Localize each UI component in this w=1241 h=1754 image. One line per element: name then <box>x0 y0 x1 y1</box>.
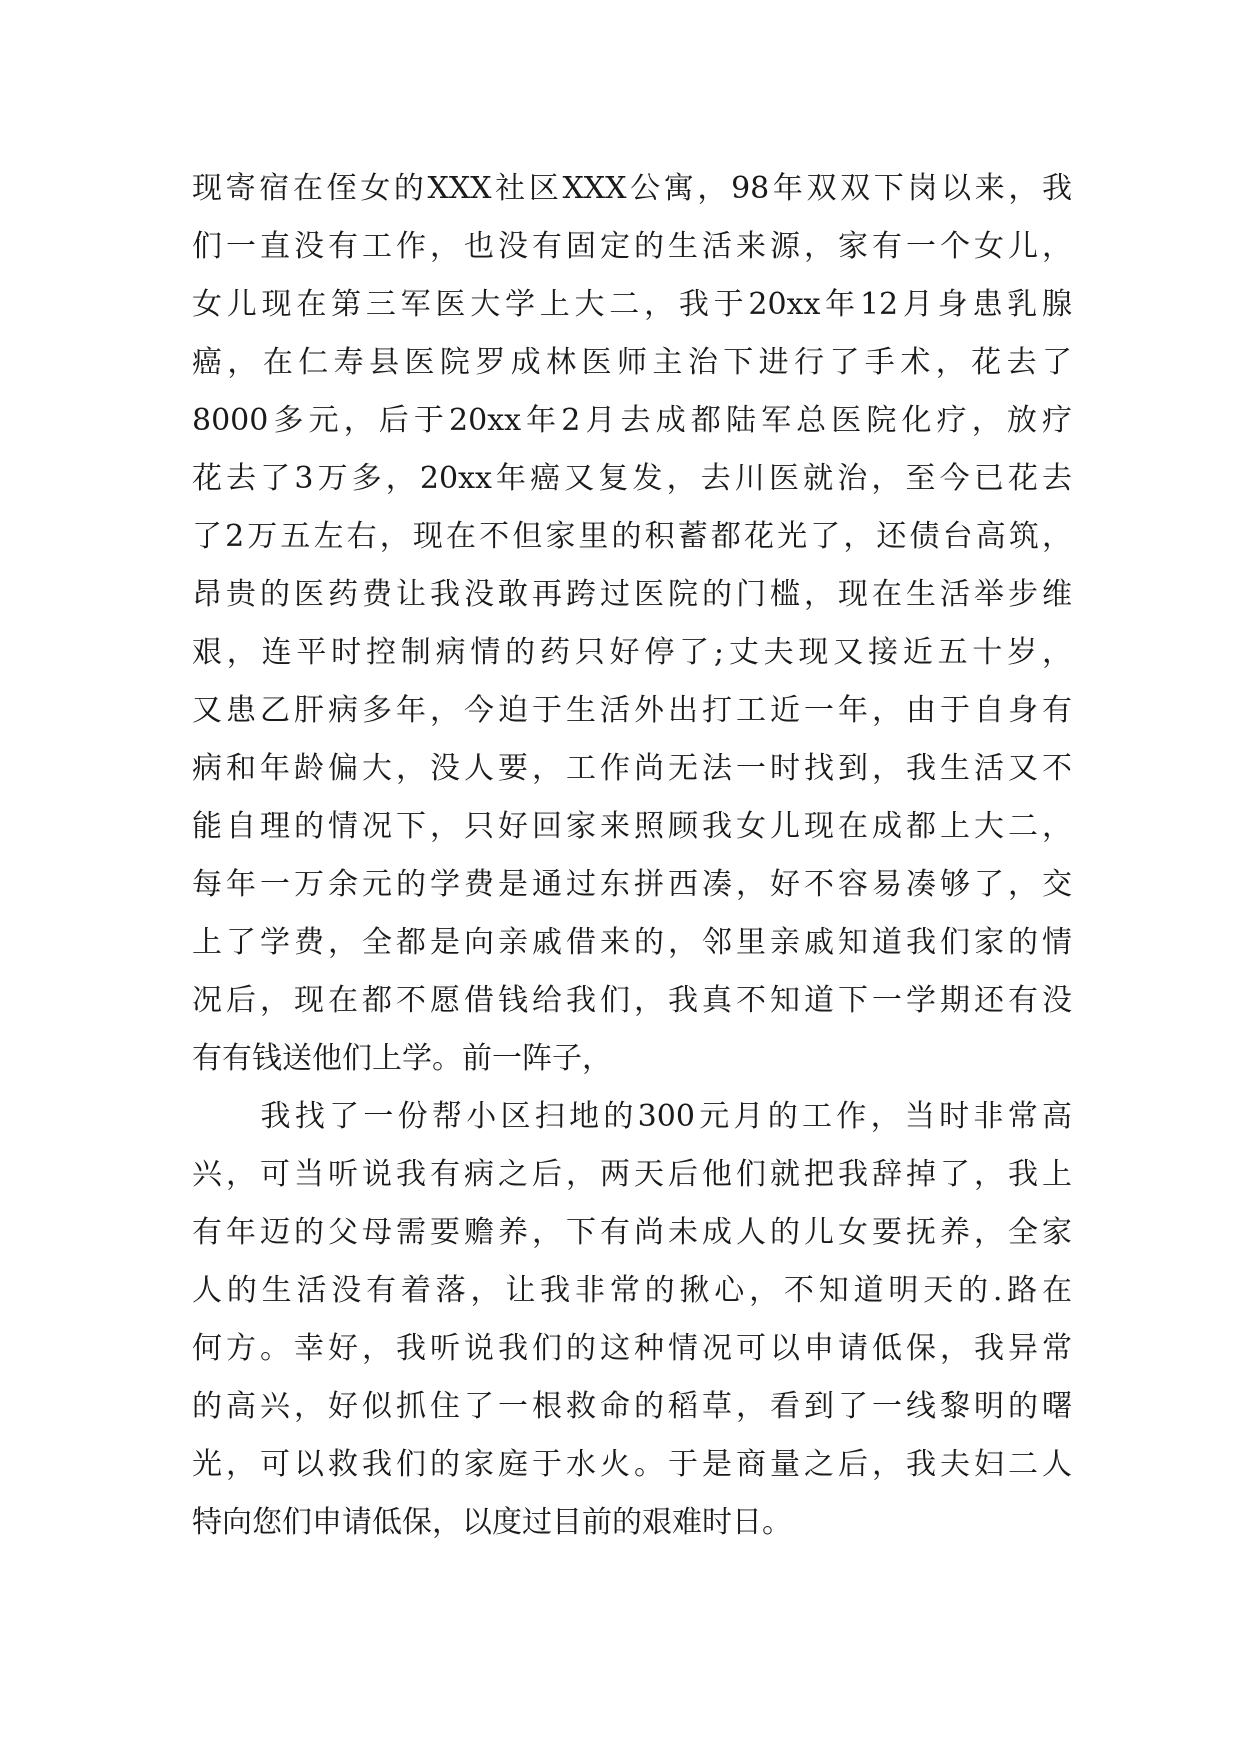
text-line: 又患乙肝病多年，今迫于生活外出打工近一年，由于自身有 <box>192 693 1072 728</box>
text-line: 女儿现在第三军医大学上大二，我于20xx年12月身患乳腺 <box>192 287 1072 322</box>
text-line: 了2万五左右，现在不但家里的积蓄都花光了，还债台高筑， <box>192 519 1072 554</box>
text-line: 光，可以救我们的家庭于水火。于是商量之后，我夫妇二人 <box>192 1447 1072 1482</box>
text-line: 8000多元，后于20xx年2月去成都陆军总医院化疗，放疗 <box>192 403 1072 438</box>
text-line: 特向您们申请低保，以度过目前的艰难时日。 <box>192 1505 792 1540</box>
text-line: 昂贵的医药费让我没敢再跨过医院的门槛，现在生活举步维 <box>192 577 1072 612</box>
text-line: 上了学费，全都是向亲戚借来的，邻里亲戚知道我们家的情 <box>192 925 1072 960</box>
paragraph-1 <box>192 160 1072 1088</box>
text-line: 有有钱送他们上学。前一阵子， <box>192 1041 612 1076</box>
text-line: 病和年龄偏大，没人要，工作尚无法一时找到，我生活又不 <box>192 751 1072 786</box>
text-line: 艰，连平时控制病情的药只好停了;丈夫现又接近五十岁， <box>192 635 1072 670</box>
text-line: 每年一万余元的学费是通过东拼西凑，好不容易凑够了，交 <box>192 867 1072 902</box>
text-line: 兴，可当听说我有病之后，两天后他们就把我辞掉了，我上 <box>192 1157 1072 1192</box>
text-line: 我找了一份帮小区扫地的300元月的工作，当时非常高 <box>192 1099 1072 1134</box>
paragraph-2 <box>192 1088 1072 1552</box>
document-body <box>192 160 1072 1552</box>
text-line: 花去了3万多，20xx年癌又复发，去川医就治，至今已花去 <box>192 461 1072 496</box>
text-line: 们一直没有工作，也没有固定的生活来源，家有一个女儿， <box>192 229 1072 264</box>
text-line: 有年迈的父母需要赡养，下有尚未成人的儿女要抚养，全家 <box>192 1215 1072 1250</box>
text-line: 人的生活没有着落，让我非常的揪心，不知道明天的.路在 <box>192 1273 1072 1308</box>
text-line: 况后，现在都不愿借钱给我们，我真不知道下一学期还有没 <box>192 983 1072 1018</box>
text-line: 何方。幸好，我听说我们的这种情况可以申请低保，我异常 <box>192 1331 1072 1366</box>
text-line: 现寄宿在侄女的XXX社区XXX公寓，98年双双下岗以来，我 <box>192 171 1072 206</box>
text-line: 能自理的情况下，只好回家来照顾我女儿现在成都上大二， <box>192 809 1072 844</box>
text-line: 癌，在仁寿县医院罗成林医师主治下进行了手术，花去了 <box>192 345 1072 380</box>
text-line: 的高兴，好似抓住了一根救命的稻草，看到了一线黎明的曙 <box>192 1389 1072 1424</box>
